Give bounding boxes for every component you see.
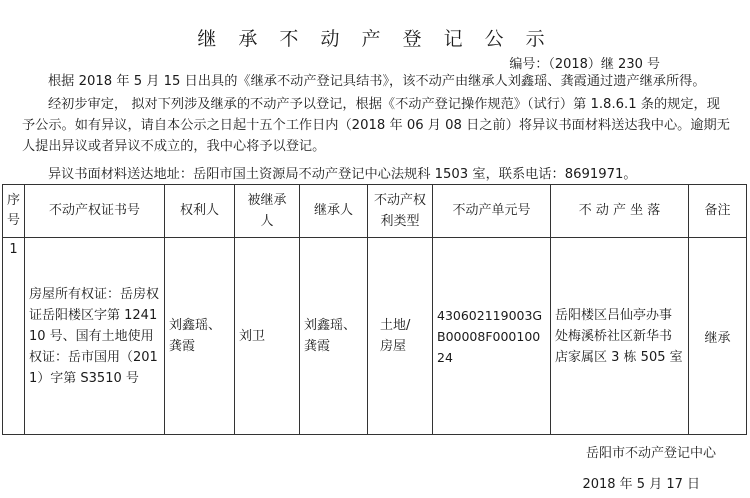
notice-paragraph-basis: 根据 2018 年 5 月 15 日出具的《继承不动产登记具结书》，该不动产由继承人刘鑫瑶、龚霞通过遗产继承所得。 — [48, 74, 706, 89]
cell-certificate: 房屋所有权证：岳房权证岳阳楼区字第 124110 号、国有土地使用权证：岳市国用（2011）字第 S3510 号 — [25, 238, 165, 435]
col-header-right-type: 不动产权利类型 — [368, 185, 433, 238]
document-number: 编号：（2018）继 230 号 — [509, 57, 660, 72]
col-header-heir: 继承人 — [300, 185, 368, 238]
objection-address: 异议书面材料送达地址：岳阳市国土资源局不动产登记中心法规科 1503 室，联系电话：8691971。 — [48, 167, 637, 182]
cell-heir: 刘鑫瑶、龚霞 — [300, 238, 368, 435]
cell-decedent: 刘卫 — [235, 238, 300, 435]
cell-location: 岳阳楼区吕仙亭办事处梅溪桥社区新华书店家属区 3 栋 505 室 — [551, 238, 689, 435]
cell-no: 1 — [3, 238, 25, 435]
cell-right-holder: 刘鑫瑶、龚霞 — [165, 238, 235, 435]
issuer: 岳阳市不动产登记中心 — [585, 446, 716, 461]
notice-title: 继 承 不 动 产 登 记 公 示 — [197, 28, 553, 50]
col-header-location: 不 动 产 坐 落 — [551, 185, 689, 238]
col-header-unit-number: 不动产单元号 — [433, 185, 551, 238]
cell-unit-number: 430602119003GB00008F00010024 — [433, 238, 551, 435]
cell-right-type: 土地/房屋 — [368, 238, 433, 435]
issue-date: 2018 年 5 月 17 日 — [582, 477, 700, 492]
col-header-right-holder: 权利人 — [165, 185, 235, 238]
col-header-certificate: 不动产权证书号 — [25, 185, 165, 238]
notice-paragraph-publicity: 经初步审定， 拟对下列涉及继承的不动产予以登记，根据《不动产登记操作规范》（试行）第 1.8.6.1 条的规定，现予公示。如有异议，请自本公示之日起十五个工作日内（2018 年 06 月 08 日之前）将异议书面材料送达我中心。逾期无人提出异议或者异议不成立的，我中心将予以登记。 — [22, 97, 730, 154]
col-header-decedent: 被继承人 — [235, 185, 300, 238]
table-header-row — [3, 185, 747, 238]
col-header-remark: 备注 — [689, 185, 747, 238]
cell-remark: 继承 — [689, 238, 747, 435]
property-table — [2, 184, 747, 435]
col-header-no: 序号 — [3, 185, 25, 238]
table-row — [3, 238, 747, 435]
